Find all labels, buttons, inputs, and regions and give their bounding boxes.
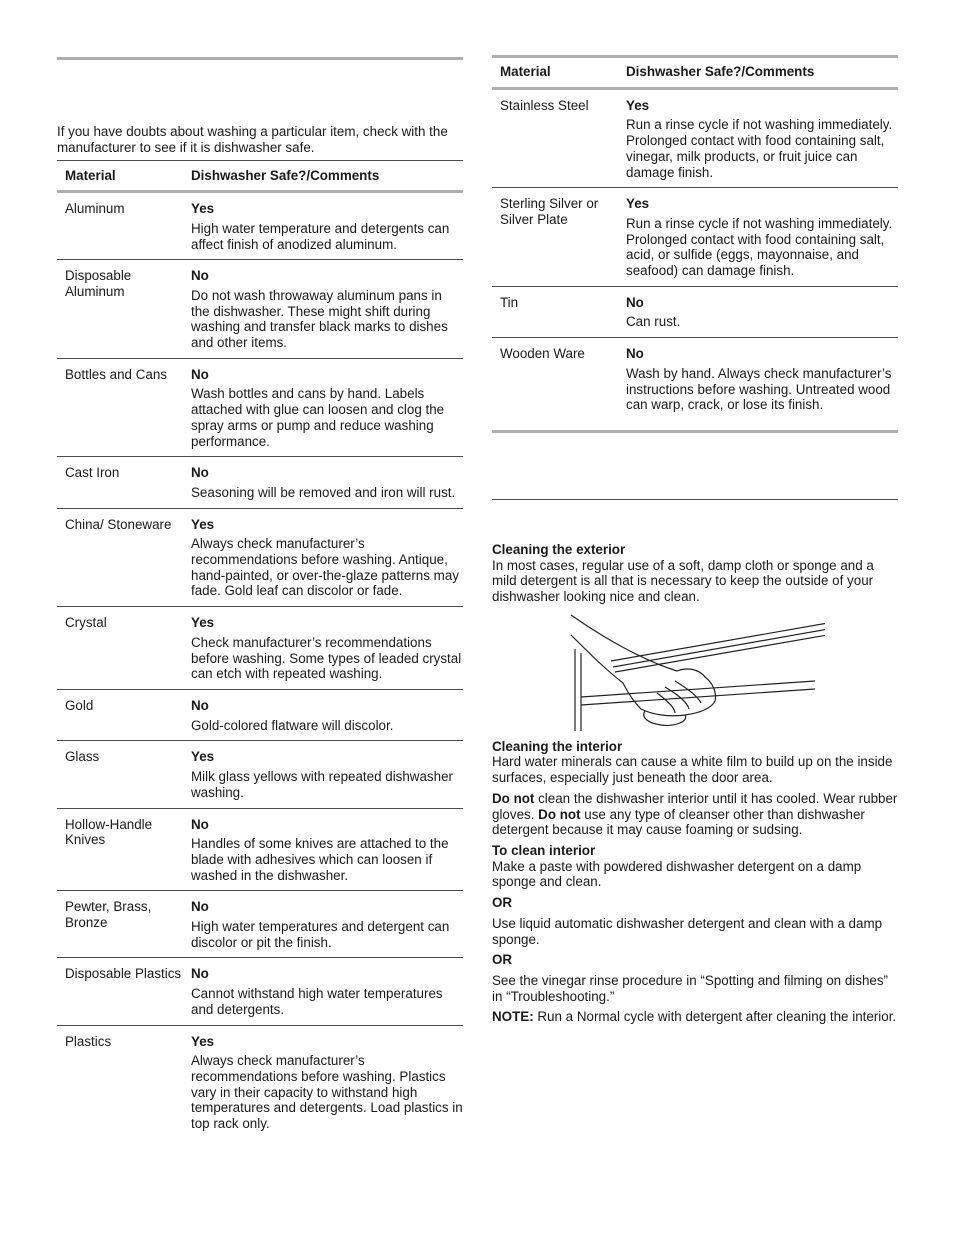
header-material: Material [57, 161, 191, 191]
interior-section [492, 739, 898, 1025]
comment-cell [191, 508, 463, 607]
dishwasher-safe-verdict: Yes [191, 1033, 215, 1049]
table-row [57, 808, 463, 891]
materials-table-left [57, 161, 463, 1138]
dishwasher-safe-verdict: No [191, 899, 209, 915]
caution-bold: Do not [538, 806, 581, 822]
caution-bold: Do not [492, 790, 535, 806]
dishwasher-safe-verdict: No [191, 697, 209, 713]
comment-cell [191, 689, 463, 740]
material-cell: Sterling Silver or Silver Plate [492, 188, 626, 287]
material-cell: Cast Iron [57, 457, 191, 508]
table-header-row [492, 58, 898, 88]
dishwasher-safe-verdict: No [191, 268, 209, 284]
comment-text: Can rust. [626, 314, 681, 330]
table-row [57, 1025, 463, 1139]
comment-cell [191, 891, 463, 958]
table-row [57, 457, 463, 508]
material-cell: Wooden Ware [500, 346, 585, 362]
note-label: NOTE: [492, 1009, 534, 1025]
step-3: See the vinegar rinse procedure in “Spotting and filming on dishes” in “Troubleshooting.” [492, 972, 888, 1004]
exterior-heading: Cleaning the exterior [492, 541, 626, 557]
material-cell: Disposable Aluminum [57, 260, 191, 359]
comment-cell [191, 741, 463, 808]
material-cell: Aluminum [57, 192, 191, 260]
caution-text: clean the dishwasher interior until it has cooled. Wear rubber gloves. [492, 790, 898, 822]
table-row [57, 358, 463, 457]
comment-cell [191, 607, 463, 690]
step-1: Make a paste with powdered dishwasher detergent on a damp sponge and clean. [492, 858, 862, 890]
comment-cell [191, 958, 463, 1025]
material-cell: Glass [57, 741, 191, 808]
material-cell: Disposable Plastics [57, 958, 191, 1025]
left-column [57, 57, 463, 1139]
material-cell: Plastics [65, 1033, 112, 1049]
material-cell: Crystal [57, 607, 191, 690]
comment-cell [626, 286, 898, 337]
material-cell: Gold [57, 689, 191, 740]
right-column [492, 55, 898, 1025]
wiping-hand-illustration [565, 609, 825, 731]
comment-cell [191, 358, 463, 457]
caution-text: use any type of cleanser other than dishwasher detergent because it may cause foaming or sudsing. [492, 806, 865, 838]
comment-text: Handles of some knives are attached to the blade with adhesives which can loosen if washed in the dishwasher. [191, 836, 449, 883]
table-bottom-rule [492, 430, 898, 433]
comment-cell [626, 88, 898, 188]
dishwasher-safe-verdict: Yes [191, 749, 215, 765]
table-row [57, 741, 463, 808]
comment-cell [191, 808, 463, 891]
table-header-row [57, 161, 463, 191]
comment-cell [191, 260, 463, 359]
comment-cell [191, 192, 463, 260]
comment-text: Check manufacturer’s recommendations before washing. Some types of leaded crystal can etch with repeated washing. [191, 634, 462, 682]
table-row [57, 958, 463, 1025]
dishwasher-safe-verdict: No [626, 294, 644, 310]
material-cell: China/ Stoneware [57, 508, 191, 607]
table-row [57, 508, 463, 607]
comment-text: High water temperature and detergents can affect finish of anodized aluminum. [191, 220, 450, 252]
material-cell: Stainless Steel [492, 88, 626, 188]
dishwasher-safe-verdict: Yes [626, 196, 650, 212]
comment-text: Cannot withstand high water temperatures and detergents. [191, 986, 443, 1017]
dishwasher-safe-verdict: No [191, 816, 209, 832]
to-clean-interior-heading: To clean interior [492, 842, 596, 858]
interior-caution [492, 791, 898, 838]
comment-text: Seasoning will be removed and iron will rust. [191, 484, 456, 500]
material-cell: Pewter, Brass, Bronze [57, 891, 191, 958]
table-row [492, 286, 898, 337]
step-2: Use liquid automatic dishwasher detergent and clean with a damp sponge. [492, 915, 883, 947]
material-cell: Bottles and Cans [57, 358, 191, 457]
material-cell: Hollow-Handle Knives [57, 808, 191, 891]
comment-text: Run a rinse cycle if not washing immediately. Prolonged contact with food containing salt, acid, or sulfide (eggs, mayonnaise, and seafood) can damage finish. [626, 215, 893, 279]
interior-heading: Cleaning the interior [492, 738, 623, 754]
header-comments: Dishwasher Safe?/Comments [626, 58, 898, 88]
exterior-text: In most cases, regular use of a soft, damp cloth or sponge and a mild detergent is all that is necessary to keep the outside of your dishwasher looking nice and clean. [492, 557, 874, 605]
comment-text: Always check manufacturer’s recommendations before washing. Plastics vary in their capacity to withstand high temperatures and detergents. Load plastics in top rack only. [191, 1053, 463, 1132]
table-row [492, 88, 898, 188]
dishwasher-safe-verdict: Yes [191, 516, 215, 532]
table-row [57, 607, 463, 690]
exterior-section [492, 542, 898, 605]
table-row [57, 891, 463, 958]
table-row [57, 192, 463, 260]
dishwasher-safe-verdict: No [191, 966, 209, 982]
comment-text: Milk glass yellows with repeated dishwasher washing. [191, 769, 453, 800]
note [492, 1009, 898, 1025]
table-row [57, 689, 463, 740]
dishwasher-safe-verdict: No [191, 366, 209, 382]
comment-cell [191, 1025, 463, 1139]
comment-text: Gold-colored flatware will discolor. [191, 717, 394, 733]
dishwasher-safe-verdict: Yes [191, 201, 215, 217]
comment-cell [626, 188, 898, 287]
comment-text: Always check manufacturer’s recommendations before washing. Antique, hand-painted, or over-the-glaze patterns may fade. Gold leaf can discolor or fade. [191, 536, 459, 599]
or-separator: OR [492, 895, 513, 911]
table-row [492, 338, 898, 420]
note-text: Run a Normal cycle with detergent after cleaning the interior. [533, 1009, 897, 1025]
dishwasher-safe-verdict: No [191, 465, 209, 481]
dishwasher-safe-verdict: No [626, 346, 644, 362]
comment-text: Do not wash throwaway aluminum pans in the dishwasher. These might shift during washing and transfer black marks to dishes and other items. [191, 287, 448, 351]
dishwasher-safe-verdict: Yes [626, 97, 650, 113]
section-rule [492, 499, 898, 500]
header-material: Material [492, 58, 626, 88]
header-comments: Dishwasher Safe?/Comments [191, 161, 463, 191]
comment-text: Wash bottles and cans by hand. Labels attached with glue can loosen and clog the spray arms or pump and reduce washing performance. [191, 386, 445, 449]
comment-cell [626, 338, 898, 420]
section-rule [57, 57, 463, 60]
interior-text: Hard water minerals can cause a white film to build up on the inside surfaces, especially just beneath the door area. [492, 754, 893, 786]
material-cell: Tin [492, 286, 626, 337]
table-row [492, 188, 898, 287]
comment-cell [191, 457, 463, 508]
comment-text: Wash by hand. Always check manufacturer’s instructions before washing. Untreated wood can warp, crack, or lose its finish. [626, 365, 892, 413]
comment-text: Run a rinse cycle if not washing immediately. Prolonged contact with food containing salt, vinegar, milk products, or fruit juice can damage finish. [626, 117, 893, 180]
materials-table-right [492, 58, 898, 420]
comment-text: High water temperatures and detergent can discolor or pit the finish. [191, 919, 450, 950]
intro-text: If you have doubts about washing a particular item, check with the manufacturer to see if it is dishwasher safe. [57, 124, 448, 155]
table-row [57, 260, 463, 359]
dishwasher-safe-verdict: Yes [191, 615, 215, 631]
or-separator: OR [492, 952, 513, 968]
